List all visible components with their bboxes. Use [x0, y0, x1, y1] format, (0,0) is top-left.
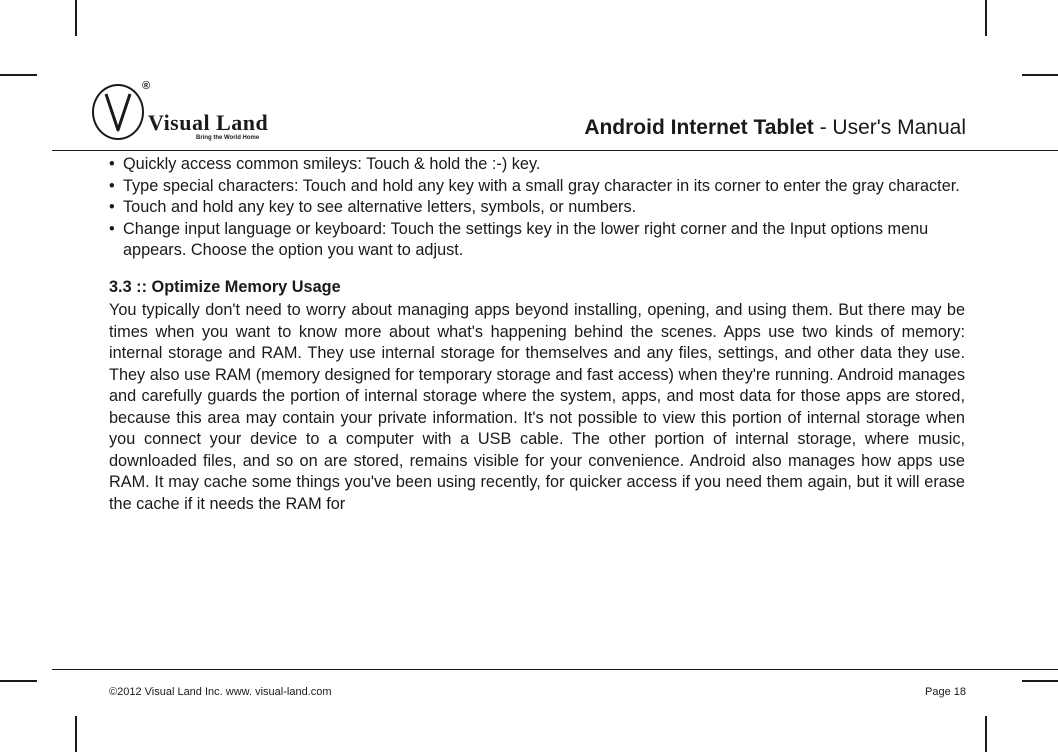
crop-mark-left-upper [0, 74, 37, 76]
brand-name: Visual Land [148, 110, 269, 135]
section-heading: 3.3 :: Optimize Memory Usage [109, 277, 341, 296]
tips-list [109, 154, 965, 262]
crop-mark-left-lower [0, 680, 37, 682]
footer-copyright: ©2012 Visual Land Inc. www. visual-land.com [109, 686, 332, 698]
section-body: You typically don't need to worry about managing apps beyond installing, opening, and using them. But there may be times when you want to know more about what's happening behind the scenes. Apps use two kinds of memory: internal storage and RAM. They use internal storage for themselves and any files, settings, and other data they use. They also use RAM (memory designed for temporary storage and fast access) when they're running. Android manages and carefully guards the portion of internal storage where the system, apps, and most data for those apps are stored, because this area may contain your private information. It's not possible to view this portion of internal storage when you connect your device to a computer with a USB cable. The other portion of internal storage, where music, downloaded files, and so on are stored, remains visible for your convenience. Android also manages how apps use RAM. It may cache some things you've been using recently, for quicker access if you need them again, but it will erase the cache if it needs the RAM for [109, 301, 965, 513]
crop-mark-top-left [75, 0, 77, 36]
registered-mark: ® [142, 80, 151, 92]
header-title-rest: - User's Manual [813, 116, 966, 139]
crop-mark-bottom-left [75, 716, 77, 752]
logo-v-icon [92, 84, 144, 140]
crop-mark-top-right [985, 0, 987, 36]
list-item: • Touch and hold any key to see alternative letters, symbols, or numbers. [109, 197, 965, 219]
list-item: • Change input language or keyboard: Touch the settings key in the lower right corner and the Input options menu appears. Choose the option you want to adjust. [109, 219, 965, 262]
header-title-bold: Android Internet Tablet [584, 116, 814, 139]
crop-mark-right-lower [1022, 680, 1058, 682]
page-header-title [584, 116, 966, 140]
crop-mark-right-upper [1022, 74, 1058, 76]
page-number: Page 18 [925, 686, 966, 698]
footer-divider [52, 669, 1058, 670]
brand-tagline: Bring the World Home [196, 135, 260, 141]
list-item: • Quickly access common smileys: Touch & hold the :-) key. [109, 154, 965, 176]
brand-logo [92, 80, 322, 148]
page-content [109, 154, 965, 515]
crop-mark-bottom-right [985, 716, 987, 752]
header-divider [52, 150, 1058, 151]
list-item: • Type special characters: Touch and hold any key with a small gray character in its corner to enter the gray character. [109, 176, 965, 198]
